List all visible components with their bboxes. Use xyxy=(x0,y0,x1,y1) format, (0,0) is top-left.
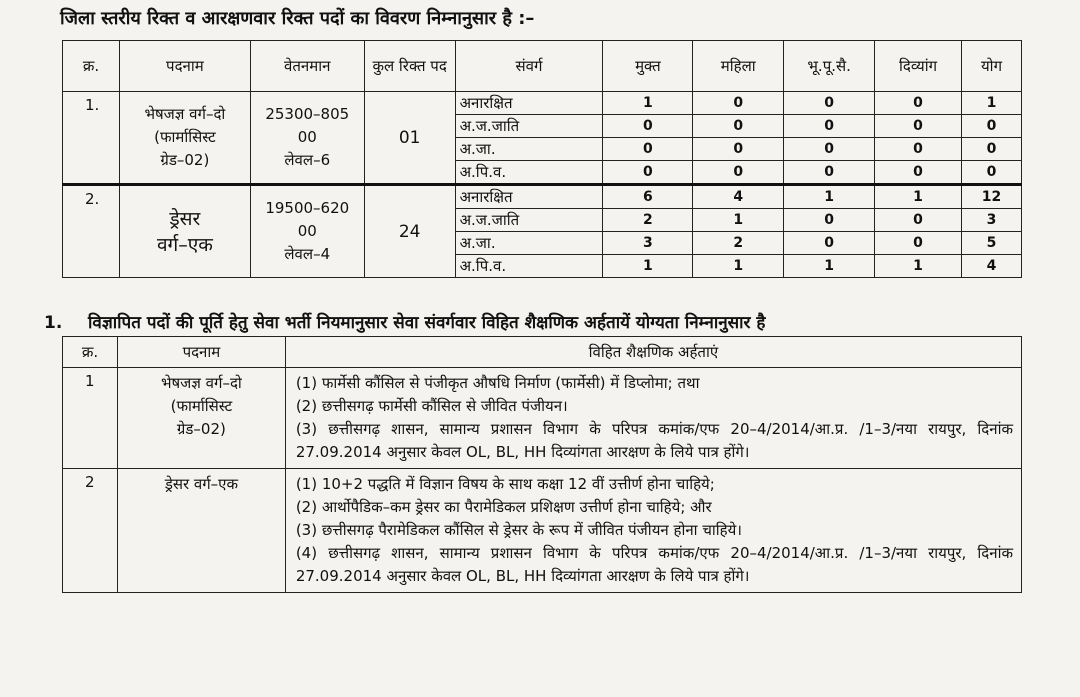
value-cell: 1 xyxy=(875,185,962,209)
vacancy-table xyxy=(62,40,1022,278)
value-cell: 3 xyxy=(962,209,1022,232)
qual-sno: 1 xyxy=(63,368,118,469)
category-cell: अ.पि.व. xyxy=(455,255,603,278)
value-cell: 2 xyxy=(693,232,784,255)
category-cell: अ.जा. xyxy=(455,232,603,255)
value-cell: 1 xyxy=(693,209,784,232)
qualification-table xyxy=(62,336,1022,593)
col-header-disabled: दिव्यांग xyxy=(875,41,962,92)
value-cell: 1 xyxy=(603,255,693,278)
category-cell: अ.ज.जाति xyxy=(455,209,603,232)
section-subheading xyxy=(44,310,765,333)
value-cell: 0 xyxy=(875,161,962,185)
post-name: भेषजज्ञ वर्ग–दो (फार्मासिस्ट ग्रेड–02) xyxy=(119,92,250,185)
col-header-total: कुल रिक्त पद xyxy=(364,41,455,92)
category-cell: अ.पि.व. xyxy=(455,161,603,185)
col-header-category: संवर्ग xyxy=(455,41,603,92)
value-cell: 0 xyxy=(603,138,693,161)
requirement-item: (2) छत्तीसगढ़ फार्मेसी कौंसिल से जीवित पंजीयन। xyxy=(295,397,568,415)
value-cell: 0 xyxy=(693,115,784,138)
col-header-ex-servicemen: भू.पू.सै. xyxy=(784,41,875,92)
section-title: विज्ञापित पदों की पूर्ति हेतु सेवा भर्ती नियमानुसार सेवा संवर्गवार विहित शैक्षणिक अर्हतायें योग्यता निम्नानुसार है xyxy=(88,313,766,333)
requirement-item: (4) छत्तीसगढ़ शासन, सामान्य प्रशासन विभाग के परिपत्र कमांक/एफ 20–4/2014/आ.प्र. /1–3/नया रायपुर, दिनांक 27.09.2014 अनुसार केवल OL, BL, HH दिव्यांगता आरक्षण के लिये पात्र होंगे। xyxy=(295,544,1013,585)
value-cell: 2 xyxy=(603,209,693,232)
category-cell: अनारक्षित xyxy=(455,185,603,209)
value-cell: 0 xyxy=(693,161,784,185)
col-header-post: पदनाम xyxy=(119,41,250,92)
col-header-sum: योग xyxy=(962,41,1022,92)
value-cell: 0 xyxy=(784,138,875,161)
value-cell: 1 xyxy=(784,255,875,278)
value-cell: 0 xyxy=(875,209,962,232)
post-sno: 1. xyxy=(63,92,120,185)
qual-requirements xyxy=(285,368,1021,469)
post-name: ड्रेसर वर्ग–एक xyxy=(119,185,250,278)
requirement-item: (2) आर्थोपैडिक–कम ड्रेसर का पैरामेडिकल प्रशिक्षण उत्तीर्ण होना चाहिये; और xyxy=(295,498,712,516)
value-cell: 1 xyxy=(875,255,962,278)
section-number: 1. xyxy=(44,313,63,333)
category-cell: अ.ज.जाति xyxy=(455,115,603,138)
pay-scale: 25300–805 00 लेवल–6 xyxy=(250,92,364,185)
col-header-post: पदनाम xyxy=(117,337,285,368)
value-cell: 0 xyxy=(962,138,1022,161)
qual-sno: 2 xyxy=(63,469,118,593)
col-header-sno: क्र. xyxy=(63,337,118,368)
value-cell: 0 xyxy=(784,115,875,138)
total-vacancies: 24 xyxy=(364,185,455,278)
value-cell: 0 xyxy=(784,209,875,232)
col-header-qualifications: विहित शैक्षणिक अर्हताएं xyxy=(285,337,1021,368)
value-cell: 1 xyxy=(603,92,693,115)
value-cell: 0 xyxy=(962,161,1022,185)
value-cell: 0 xyxy=(784,232,875,255)
value-cell: 0 xyxy=(603,115,693,138)
value-cell: 0 xyxy=(784,161,875,185)
table-row xyxy=(63,185,1022,209)
total-vacancies: 01 xyxy=(364,92,455,185)
value-cell: 3 xyxy=(603,232,693,255)
table-row xyxy=(63,469,1022,593)
value-cell: 12 xyxy=(962,185,1022,209)
value-cell: 6 xyxy=(603,185,693,209)
col-header-women: महिला xyxy=(693,41,784,92)
table-row xyxy=(63,92,1022,115)
value-cell: 0 xyxy=(962,115,1022,138)
page-heading: जिला स्तरीय रिक्त व आरक्षणवार रिक्त पदों का विवरण निम्नानुसार है :– xyxy=(60,8,535,29)
vacancy-header-row xyxy=(63,41,1022,92)
post-sno: 2. xyxy=(63,185,120,278)
table-row xyxy=(63,368,1022,469)
pay-scale: 19500–620 00 लेवल–4 xyxy=(250,185,364,278)
value-cell: 0 xyxy=(875,232,962,255)
value-cell: 0 xyxy=(784,92,875,115)
category-cell: अनारक्षित xyxy=(455,92,603,115)
value-cell: 4 xyxy=(693,185,784,209)
requirement-item: (3) छत्तीसगढ़ शासन, सामान्य प्रशासन विभाग के परिपत्र कमांक/एफ 20–4/2014/आ.प्र. /1–3/नया रायपुर, दिनांक 27.09.2014 अनुसार केवल OL, BL, HH दिव्यांगता आरक्षण के लिये पात्र होंगे। xyxy=(295,420,1013,461)
value-cell: 0 xyxy=(875,92,962,115)
value-cell: 1 xyxy=(962,92,1022,115)
category-cell: अ.जा. xyxy=(455,138,603,161)
col-header-sno: क्र. xyxy=(63,41,120,92)
value-cell: 5 xyxy=(962,232,1022,255)
value-cell: 1 xyxy=(693,255,784,278)
value-cell: 1 xyxy=(784,185,875,209)
requirement-item: (3) छत्तीसगढ़ पैरामेडिकल कौंसिल से ड्रेसर के रूप में जीवित पंजीयन होना चाहिये। xyxy=(295,521,742,539)
value-cell: 0 xyxy=(875,115,962,138)
value-cell: 0 xyxy=(875,138,962,161)
requirement-item: (1) फार्मेसी कौंसिल से पंजीकृत औषधि निर्माण (फार्मेसी) में डिप्लोमा; तथा xyxy=(295,374,700,392)
qualification-header-row xyxy=(63,337,1022,368)
value-cell: 0 xyxy=(693,92,784,115)
qual-post-name: भेषजज्ञ वर्ग–दो (फार्मासिस्ट ग्रेड–02) xyxy=(117,368,285,469)
value-cell: 0 xyxy=(693,138,784,161)
col-header-pay: वेतनमान xyxy=(250,41,364,92)
value-cell: 0 xyxy=(603,161,693,185)
qual-requirements xyxy=(285,469,1021,593)
value-cell: 4 xyxy=(962,255,1022,278)
qual-post-name: ड्रेसर वर्ग–एक xyxy=(117,469,285,593)
col-header-open: मुक्त xyxy=(603,41,693,92)
requirement-item: (1) 10+2 पद्धति में विज्ञान विषय के साथ कक्षा 12 वीं उत्तीर्ण होना चाहिये; xyxy=(295,475,715,493)
